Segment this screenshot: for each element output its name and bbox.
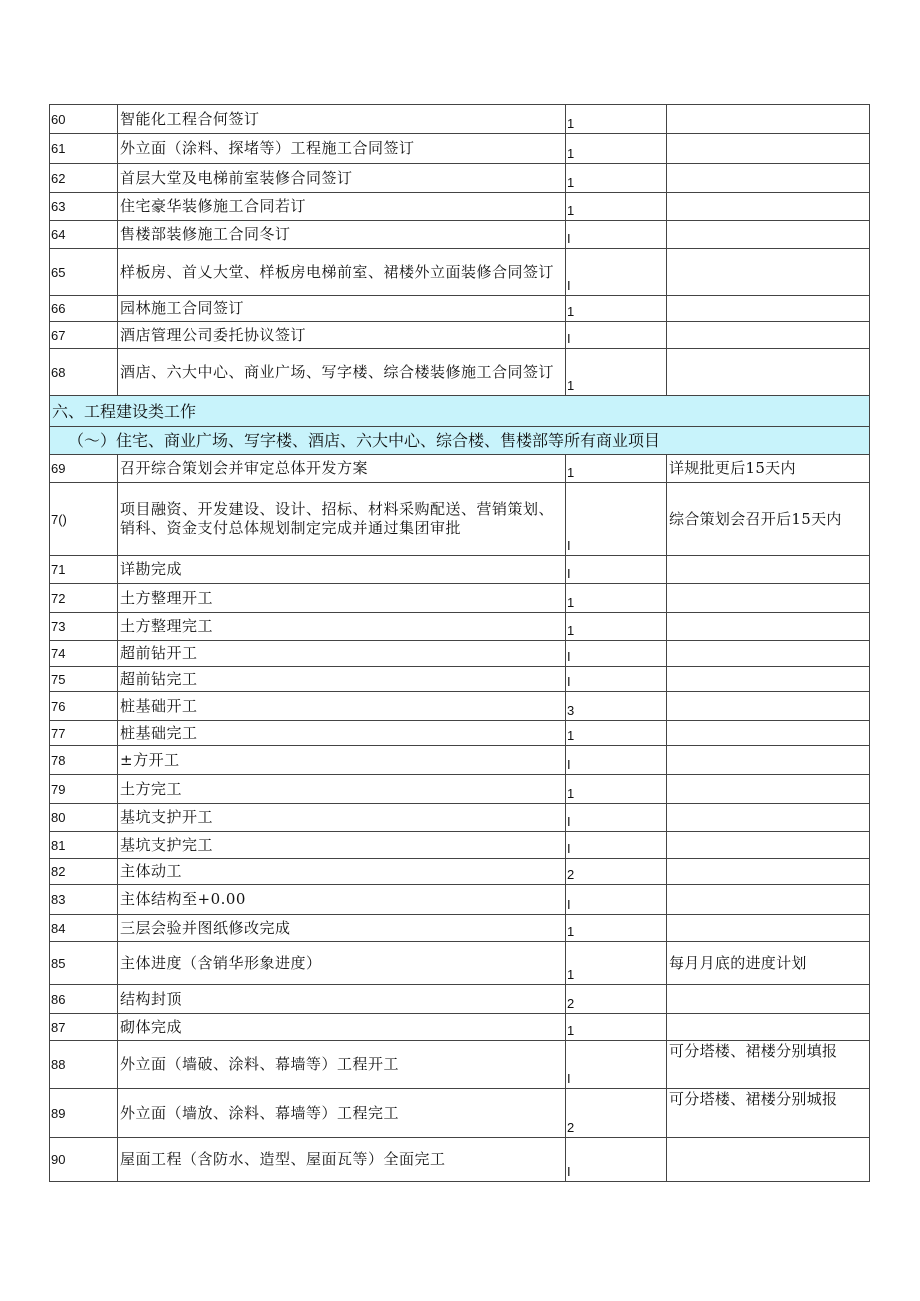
remark-cell [667, 985, 870, 1014]
task-name: 桩基础开工 [118, 692, 566, 721]
section-header [50, 396, 870, 427]
row-number: 87 [50, 1014, 118, 1041]
remark-cell [667, 164, 870, 193]
row-number: 79 [50, 775, 118, 804]
remark-cell [667, 832, 870, 859]
quantity-cell: 1 [566, 193, 667, 221]
task-name: 砌体完成 [118, 1014, 566, 1041]
row-number: 90 [50, 1138, 118, 1182]
quantity-cell: I [566, 556, 667, 584]
quantity-cell: 1 [566, 775, 667, 804]
remark-cell: 详规批更后15天内 [667, 455, 870, 483]
task-name: 外立面（墙破、涂料、幕墙等）工程开工 [118, 1041, 566, 1089]
table-row [50, 641, 870, 667]
quantity-cell: 2 [566, 859, 667, 885]
task-name: 外立面（涂料、探堵等）工程施工合同签订 [118, 134, 566, 164]
quantity-cell: I [566, 322, 667, 349]
row-number: 67 [50, 322, 118, 349]
task-name: 智能化工程合何签订 [118, 105, 566, 134]
row-number: 68 [50, 349, 118, 396]
row-number: 77 [50, 721, 118, 746]
row-number: 76 [50, 692, 118, 721]
quantity-cell: I [566, 1138, 667, 1182]
table-row [50, 804, 870, 832]
remark-cell: 综合策划会召开后15天内 [667, 483, 870, 556]
quantity-cell: 2 [566, 985, 667, 1014]
row-number: 74 [50, 641, 118, 667]
quantity-cell: 2 [566, 1089, 667, 1138]
table-row [50, 349, 870, 396]
quantity-cell: 1 [566, 349, 667, 396]
row-number: 83 [50, 885, 118, 915]
task-name: 酒店管理公司委托协议签订 [118, 322, 566, 349]
section-title: （～）住宅、商业广场、写字楼、酒店、六大中心、综合楼、售楼部等所有商业项目 [50, 427, 870, 455]
row-number: 88 [50, 1041, 118, 1089]
remark-cell [667, 1014, 870, 1041]
table-row [50, 483, 870, 556]
remark-cell [667, 692, 870, 721]
section-title: 六、工程建设类工作 [50, 396, 870, 427]
table-row [50, 942, 870, 985]
remark-cell [667, 641, 870, 667]
quantity-cell: 1 [566, 584, 667, 613]
task-name: 超前钻开工 [118, 641, 566, 667]
remark-cell [667, 915, 870, 942]
row-number: 86 [50, 985, 118, 1014]
table-row [50, 556, 870, 584]
remark-cell: 每月月底的进度计划 [667, 942, 870, 985]
task-name: 主体动工 [118, 859, 566, 885]
quantity-cell: 1 [566, 613, 667, 641]
quantity-cell: I [566, 249, 667, 296]
remark-cell [667, 721, 870, 746]
row-number: 72 [50, 584, 118, 613]
remark-cell [667, 249, 870, 296]
remark-cell [667, 134, 870, 164]
table-row [50, 134, 870, 164]
row-number: 73 [50, 613, 118, 641]
table-row [50, 164, 870, 193]
remark-cell [667, 556, 870, 584]
quantity-cell: 1 [566, 721, 667, 746]
quantity-cell: I [566, 641, 667, 667]
task-name: 酒店、六大中心、商业广场、写字楼、综合楼装修施工合同签订 [118, 349, 566, 396]
quantity-cell: 1 [566, 455, 667, 483]
table-row [50, 1089, 870, 1138]
task-name: 主体进度（含销华形象进度） [118, 942, 566, 985]
quantity-cell: 1 [566, 942, 667, 985]
row-number: 82 [50, 859, 118, 885]
row-number: 75 [50, 667, 118, 692]
quantity-cell: 1 [566, 134, 667, 164]
row-number: 71 [50, 556, 118, 584]
remark-cell [667, 296, 870, 322]
task-name: ±方开工 [118, 746, 566, 775]
remark-cell [667, 1138, 870, 1182]
table-row [50, 859, 870, 885]
table-row [50, 249, 870, 296]
row-number: 80 [50, 804, 118, 832]
quantity-cell: I [566, 746, 667, 775]
row-number: 7() [50, 483, 118, 556]
task-name: 三层会验并图纸修改完成 [118, 915, 566, 942]
task-name: 桩基础完工 [118, 721, 566, 746]
row-number: 62 [50, 164, 118, 193]
table-row [50, 221, 870, 249]
table-row [50, 667, 870, 692]
remark-cell [667, 667, 870, 692]
table-row [50, 746, 870, 775]
row-number: 63 [50, 193, 118, 221]
table-row [50, 105, 870, 134]
quantity-cell: I [566, 221, 667, 249]
row-number: 60 [50, 105, 118, 134]
remark-cell [667, 746, 870, 775]
remark-cell [667, 193, 870, 221]
remark-cell [667, 859, 870, 885]
table-row [50, 775, 870, 804]
quantity-cell: I [566, 804, 667, 832]
quantity-cell: 3 [566, 692, 667, 721]
quantity-cell: I [566, 667, 667, 692]
quantity-cell: 1 [566, 164, 667, 193]
table-row [50, 692, 870, 721]
task-name: 住宅豪华装修施工合同若订 [118, 193, 566, 221]
task-name: 售楼部装修施工合同冬订 [118, 221, 566, 249]
table-row [50, 915, 870, 942]
remark-cell [667, 349, 870, 396]
quantity-cell: 1 [566, 915, 667, 942]
task-name: 详勘完成 [118, 556, 566, 584]
remark-cell [667, 221, 870, 249]
task-name: 召开综合策划会并审定总体开发方案 [118, 455, 566, 483]
task-name: 外立面（墙放、涂料、幕墙等）工程完工 [118, 1089, 566, 1138]
task-name: 基坑支护开工 [118, 804, 566, 832]
row-number: 61 [50, 134, 118, 164]
task-name: 基坑支护完工 [118, 832, 566, 859]
table-row [50, 832, 870, 859]
table-row [50, 584, 870, 613]
remark-cell: 可分塔楼、裙楼分别城报 [667, 1089, 870, 1138]
task-name: 主体结构至+0.00 [118, 885, 566, 915]
task-name: 项目融资、开发建设、设计、招标、材料采购配送、营销策划、销科、资金支付总体规划制定完成并通过集团审批 [118, 483, 566, 556]
row-number: 66 [50, 296, 118, 322]
task-name: 土方完工 [118, 775, 566, 804]
quantity-cell: I [566, 1041, 667, 1089]
table-row [50, 296, 870, 322]
schedule-table [49, 104, 870, 1182]
table-row [50, 193, 870, 221]
remark-cell [667, 775, 870, 804]
task-name: 屋面工程（含防水、造型、屋面瓦等）全面完工 [118, 1138, 566, 1182]
table-row [50, 1041, 870, 1089]
table-row [50, 455, 870, 483]
quantity-cell: 1 [566, 105, 667, 134]
task-name: 结构封顶 [118, 985, 566, 1014]
subsection-header [50, 427, 870, 455]
table-row [50, 1138, 870, 1182]
row-number: 69 [50, 455, 118, 483]
table-row [50, 613, 870, 641]
remark-cell [667, 105, 870, 134]
quantity-cell: 1 [566, 296, 667, 322]
table-row [50, 322, 870, 349]
table-row [50, 985, 870, 1014]
quantity-cell: I [566, 832, 667, 859]
row-number: 89 [50, 1089, 118, 1138]
remark-cell: 可分塔楼、裙楼分别填报 [667, 1041, 870, 1089]
row-number: 85 [50, 942, 118, 985]
task-name: 园林施工合同签订 [118, 296, 566, 322]
table-row [50, 1014, 870, 1041]
remark-cell [667, 613, 870, 641]
task-name: 样板房、首乂大堂、样板房电梯前室、裙楼外立面装修合同签订 [118, 249, 566, 296]
remark-cell [667, 885, 870, 915]
table-row [50, 721, 870, 746]
remark-cell [667, 804, 870, 832]
quantity-cell: I [566, 885, 667, 915]
task-name: 超前钻完工 [118, 667, 566, 692]
row-number: 84 [50, 915, 118, 942]
row-number: 64 [50, 221, 118, 249]
quantity-cell: I [566, 483, 667, 556]
table-row [50, 885, 870, 915]
task-name: 土方整理完工 [118, 613, 566, 641]
quantity-cell: 1 [566, 1014, 667, 1041]
task-name: 土方整理开工 [118, 584, 566, 613]
row-number: 81 [50, 832, 118, 859]
task-name: 首层大堂及电梯前室装修合同签订 [118, 164, 566, 193]
row-number: 78 [50, 746, 118, 775]
remark-cell [667, 584, 870, 613]
row-number: 65 [50, 249, 118, 296]
remark-cell [667, 322, 870, 349]
